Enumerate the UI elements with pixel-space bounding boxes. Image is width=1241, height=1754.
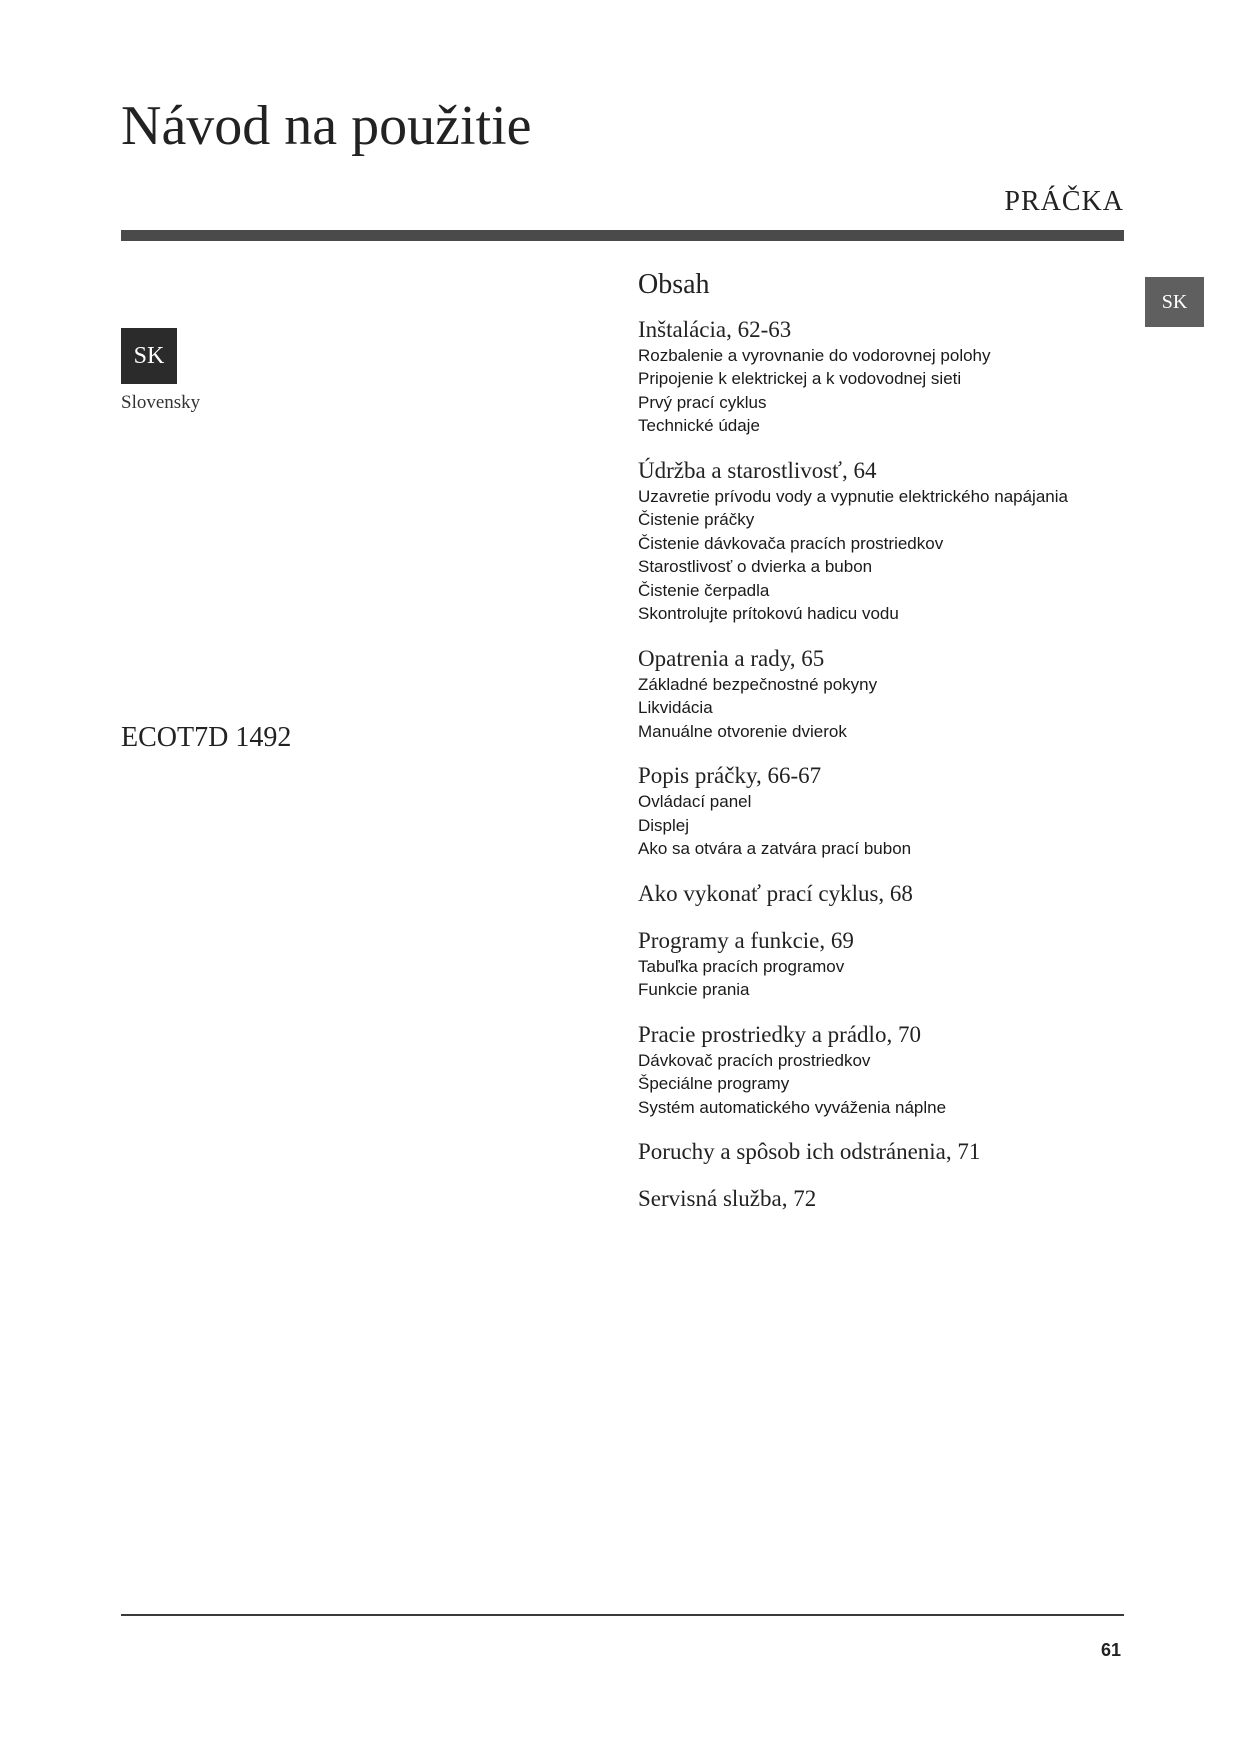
page-number: 61 [1100,1640,1121,1660]
toc-section [638,1185,1138,1213]
toc-item: Starostlivosť o dvierka a bubon [638,557,873,577]
toc-section-heading: Poruchy a spôsob ich odstránenia, 71 [638,1139,981,1165]
toc-item: Prvý prací cyklus [638,392,767,412]
toc-section-heading: Údržba a starostlivosť, 64 [638,457,877,483]
footer-divider [121,1614,1124,1616]
toc-section [638,880,1138,908]
toc-item: Ako sa otvára a zatvára prací bubon [638,839,912,859]
toc-section [638,927,1138,1002]
toc-sections [638,316,1138,1214]
toc-item: Špeciálne programy [638,1074,790,1094]
toc-item: Likvidácia [638,698,713,718]
toc-section-heading: Ako vykonať prací cyklus, 68 [638,880,913,906]
product-label: PRÁČKA [1004,186,1124,217]
toc-item: Tabuľka pracích programov [638,956,845,976]
toc-section [638,457,1138,626]
toc-item: Technické údaje [638,416,760,436]
toc-section-heading: Opatrenia a rady, 65 [638,645,825,671]
language-name: Slovensky [121,392,201,413]
toc-item: Ovládací panel [638,792,752,812]
toc-item: Displej [638,815,690,835]
toc-title: Obsah [638,269,710,300]
table-of-contents [638,268,1138,1232]
toc-section [638,645,1138,744]
model-number: ECOT7D 1492 [121,722,292,753]
toc-section [638,1138,1138,1166]
page-title: Návod na použitie [121,95,532,157]
language-side-tab: SK [1145,277,1204,327]
toc-section-heading: Programy a funkcie, 69 [638,927,854,953]
toc-item: Základné bezpečnostné pokyny [638,674,878,694]
toc-item: Uzavretie prívodu vody a vypnutie elektrického napájania [638,486,1068,506]
toc-item: Funkcie prania [638,980,750,1000]
toc-item: Čistenie čerpadla [638,580,770,600]
toc-item: Manuálne otvorenie dvierok [638,721,847,741]
header-divider [121,230,1124,241]
toc-section-heading: Popis práčky, 66-67 [638,763,822,789]
toc-section-heading: Pracie prostriedky a prádlo, 70 [638,1021,921,1047]
toc-item: Pripojenie k elektrickej a k vodovodnej sieti [638,369,962,389]
toc-section-heading: Servisná služba, 72 [638,1186,817,1212]
toc-item: Systém automatického vyváženia náplne [638,1097,947,1117]
toc-section-heading: Inštalácia, 62-63 [638,316,792,342]
toc-item: Čistenie práčky [638,510,755,530]
toc-item: Čistenie dávkovača pracích prostriedkov [638,533,944,553]
toc-section [638,316,1138,438]
toc-item: Dávkovač pracích prostriedkov [638,1050,871,1070]
toc-item: Skontrolujte prítokovú hadicu vodu [638,604,899,624]
toc-section [638,762,1138,861]
language-badge: SK [121,328,177,384]
toc-item: Rozbalenie a vyrovnanie do vodorovnej polohy [638,345,991,365]
toc-section [638,1021,1138,1120]
